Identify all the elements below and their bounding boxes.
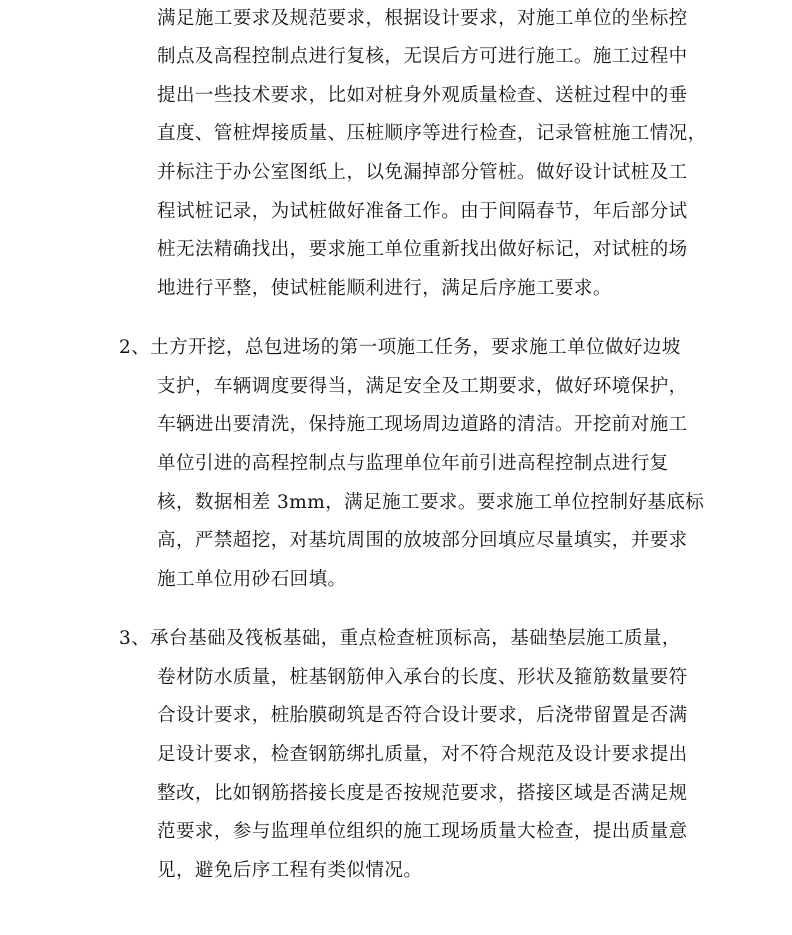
paragraph-line: 单位引进的高程控制点与监理单位年前引进高程控制点进行复 <box>157 453 669 474</box>
paragraph-line: 满足施工要求及规范要求，根据设计要求，对施工单位的坐标控 <box>157 8 688 29</box>
paragraph-line: 见，避免后序工程有类似情况。 <box>157 860 423 881</box>
paragraph-line: 地进行平整，使试桩能顺利进行，满足后序施工要求。 <box>157 278 612 299</box>
paragraph-line: 合设计要求，桩胎膜砌筑是否符合设计要求，后浇带留置是否满 <box>157 705 688 726</box>
paragraph-line: 施工单位用砂石回填。 <box>157 569 347 590</box>
paragraph-line: 整改，比如钢筋搭接长度是否按规范要求，搭接区域是否满足规 <box>157 783 688 804</box>
paragraph-line: 支护，车辆调度要得当，满足安全及工期要求，做好环境保护， <box>157 376 688 397</box>
paragraph-line: 车辆进出要清洗，保持施工现场周边道路的清洁。开挖前对施工 <box>157 414 688 435</box>
paragraph-line: 直度、管桩焊接质量、压桩顺序等进行检查，记录管桩施工情况， <box>157 123 707 144</box>
paragraph-line: 足设计要求，检查钢筋绑扎质量，对不符合规范及设计要求提出 <box>157 744 688 765</box>
paragraph-line: 制点及高程控制点进行复核，无误后方可进行施工。施工过程中 <box>157 46 688 67</box>
list-item-3-first-line: 3、承台基础及筏板基础，重点检查桩顶标高，基础垫层施工质量， <box>119 628 681 649</box>
paragraph-line: 桩无法精确找出，要求施工单位重新找出做好标记，对试桩的场 <box>157 239 688 260</box>
paragraph-line: 卷材防水质量，桩基钢筋伸入承台的长度、形状及箍筋数量要符 <box>157 667 688 688</box>
paragraph-line: 范要求，参与监理单位组织的施工现场质量大检查，提出质量意 <box>157 821 688 842</box>
paragraph-line: 程试桩记录，为试桩做好准备工作。由于间隔春节，年后部分试 <box>157 201 688 222</box>
paragraph-line: 并标注于办公室图纸上，以免漏掉部分管桩。做好设计试桩及工 <box>157 162 688 183</box>
paragraph-line: 高，严禁超挖，对基坑周围的放坡部分回填应尽量填实，并要求 <box>157 530 688 551</box>
paragraph-line: 提出一些技术要求，比如对桩身外观质量检查、送桩过程中的垂 <box>157 85 688 106</box>
list-item-2-first-line: 2、土方开挖，总包进场的第一项施工任务，要求施工单位做好边坡 <box>119 337 681 358</box>
paragraph-line: 核，数据相差 3mm，满足施工要求。要求施工单位控制好基底标 <box>157 492 705 513</box>
